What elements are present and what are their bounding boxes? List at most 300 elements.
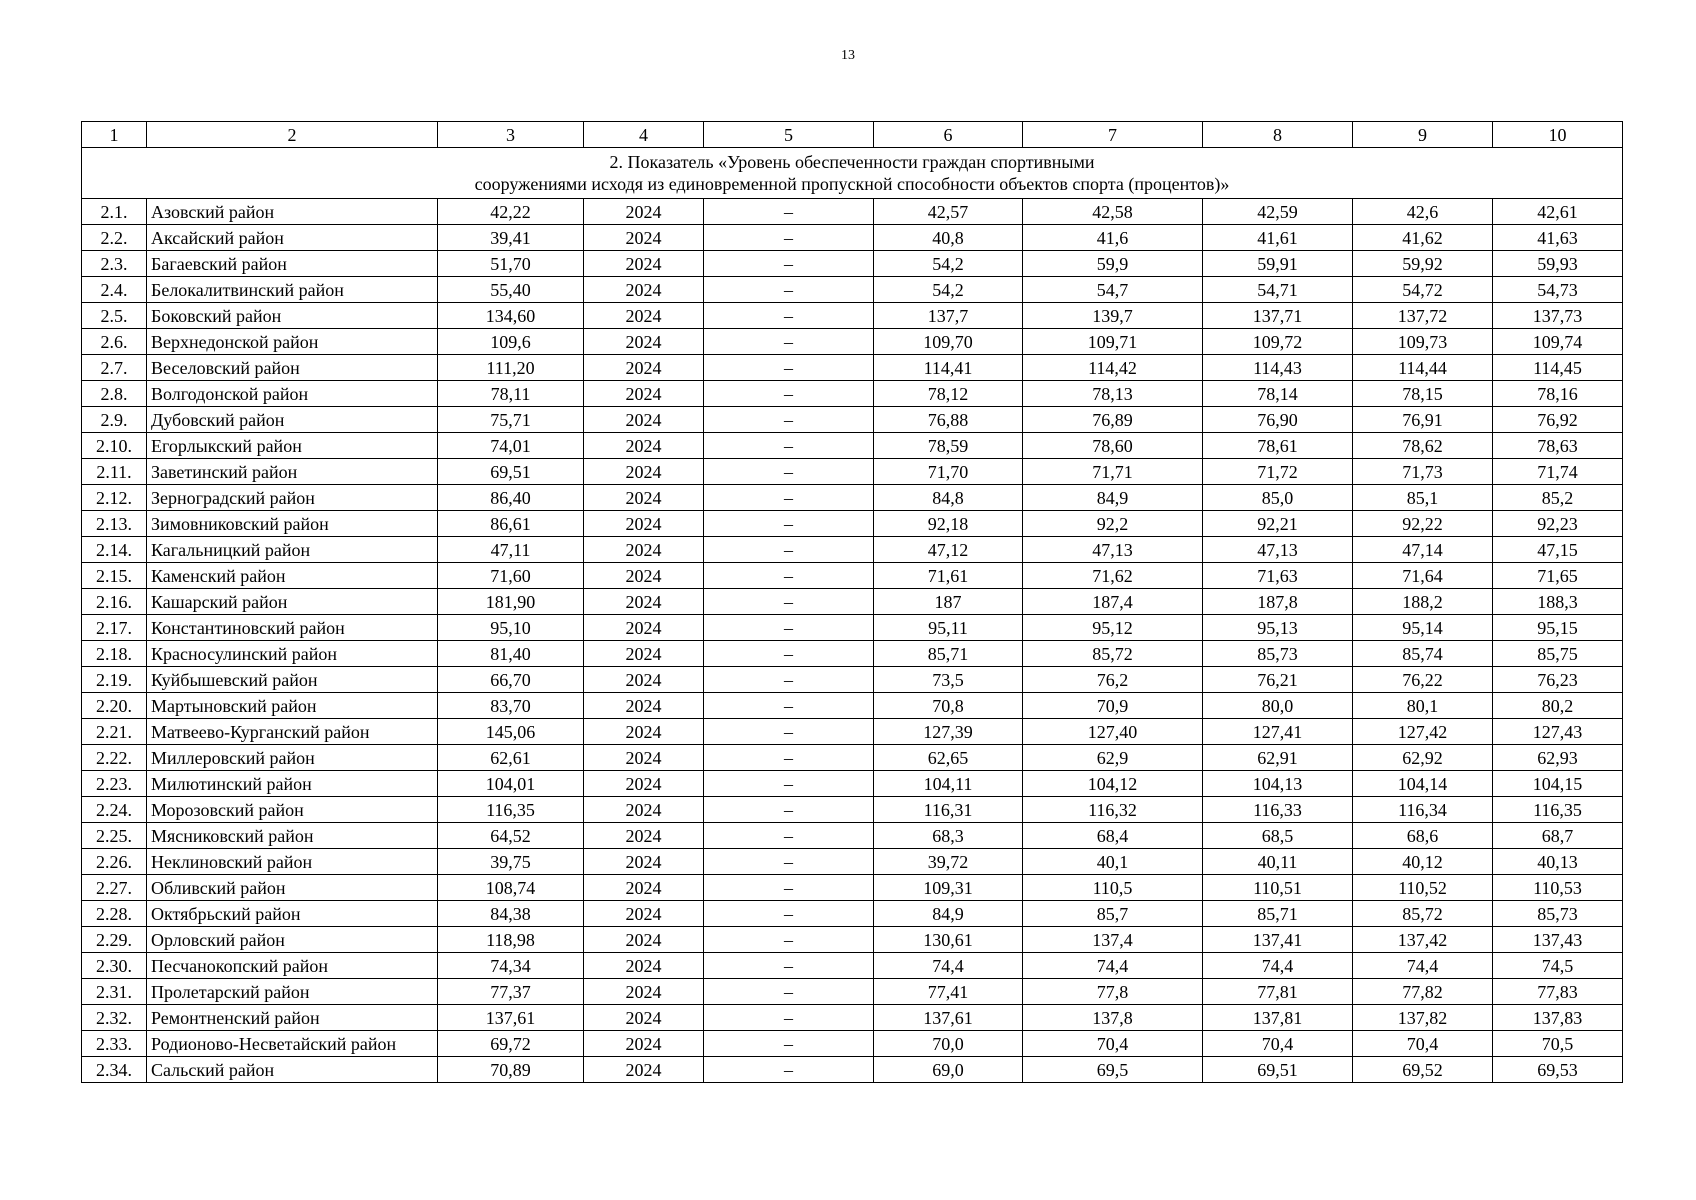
column-9-value: 70,4 xyxy=(1353,1031,1493,1057)
column-9-value: 77,82 xyxy=(1353,979,1493,1005)
column-6-value: 54,2 xyxy=(874,251,1023,277)
column-5-value: – xyxy=(704,823,874,849)
table-row xyxy=(82,953,1623,979)
column-10-value: 137,73 xyxy=(1493,303,1623,329)
district-name: Каменский район xyxy=(147,563,438,589)
base-value: 134,60 xyxy=(438,303,584,329)
column-6-value: 73,5 xyxy=(874,667,1023,693)
column-9-value: 116,34 xyxy=(1353,797,1493,823)
column-6-value: 69,0 xyxy=(874,1057,1023,1083)
column-10-value: 95,15 xyxy=(1493,615,1623,641)
base-year: 2024 xyxy=(584,797,704,823)
district-name: Белокалитвинский район xyxy=(147,277,438,303)
column-5-value: – xyxy=(704,953,874,979)
base-year: 2024 xyxy=(584,667,704,693)
column-6-value: 92,18 xyxy=(874,511,1023,537)
column-8-value: 109,72 xyxy=(1203,329,1353,355)
column-5-value: – xyxy=(704,771,874,797)
column-10-value: 85,2 xyxy=(1493,485,1623,511)
column-6-value: 62,65 xyxy=(874,745,1023,771)
column-10-value: 69,53 xyxy=(1493,1057,1623,1083)
column-9-value: 110,52 xyxy=(1353,875,1493,901)
row-number: 2.14. xyxy=(82,537,147,563)
column-8-value: 85,0 xyxy=(1203,485,1353,511)
base-year: 2024 xyxy=(584,823,704,849)
column-8-value: 187,8 xyxy=(1203,589,1353,615)
column-9-value: 71,73 xyxy=(1353,459,1493,485)
table-row xyxy=(82,797,1623,823)
column-7-value: 47,13 xyxy=(1023,537,1203,563)
row-number: 2.4. xyxy=(82,277,147,303)
row-number: 2.13. xyxy=(82,511,147,537)
base-value: 116,35 xyxy=(438,797,584,823)
column-8-value: 85,71 xyxy=(1203,901,1353,927)
column-9-value: 127,42 xyxy=(1353,719,1493,745)
column-9-value: 92,22 xyxy=(1353,511,1493,537)
column-7-value: 92,2 xyxy=(1023,511,1203,537)
row-number: 2.5. xyxy=(82,303,147,329)
column-9-value: 104,14 xyxy=(1353,771,1493,797)
column-8-value: 54,71 xyxy=(1203,277,1353,303)
row-number: 2.8. xyxy=(82,381,147,407)
column-5-value: – xyxy=(704,459,874,485)
column-10-value: 68,7 xyxy=(1493,823,1623,849)
base-year: 2024 xyxy=(584,433,704,459)
column-7-value: 109,71 xyxy=(1023,329,1203,355)
table-row xyxy=(82,927,1623,953)
column-7-value: 84,9 xyxy=(1023,485,1203,511)
base-value: 71,60 xyxy=(438,563,584,589)
column-9-value: 85,74 xyxy=(1353,641,1493,667)
base-year: 2024 xyxy=(584,589,704,615)
column-5-value: – xyxy=(704,693,874,719)
column-6-value: 109,70 xyxy=(874,329,1023,355)
column-8-value: 137,71 xyxy=(1203,303,1353,329)
base-value: 39,41 xyxy=(438,225,584,251)
district-name: Багаевский район xyxy=(147,251,438,277)
district-name: Пролетарский район xyxy=(147,979,438,1005)
column-9-value: 74,4 xyxy=(1353,953,1493,979)
row-number: 2.33. xyxy=(82,1031,147,1057)
row-number: 2.18. xyxy=(82,641,147,667)
column-5-value: – xyxy=(704,797,874,823)
base-value: 69,51 xyxy=(438,459,584,485)
column-7-value: 69,5 xyxy=(1023,1057,1203,1083)
column-6-value: 84,9 xyxy=(874,901,1023,927)
column-5-value: – xyxy=(704,485,874,511)
row-number: 2.32. xyxy=(82,1005,147,1031)
column-5-value: – xyxy=(704,433,874,459)
column-7-value: 41,6 xyxy=(1023,225,1203,251)
row-number: 2.30. xyxy=(82,953,147,979)
column-7-value: 68,4 xyxy=(1023,823,1203,849)
column-7-value: 42,58 xyxy=(1023,199,1203,225)
column-8-value: 41,61 xyxy=(1203,225,1353,251)
column-10-value: 78,16 xyxy=(1493,381,1623,407)
row-number: 2.7. xyxy=(82,355,147,381)
column-number: 1 xyxy=(82,122,147,148)
indicator-table xyxy=(81,121,1623,1083)
table-row xyxy=(82,875,1623,901)
base-year: 2024 xyxy=(584,875,704,901)
column-9-value: 76,91 xyxy=(1353,407,1493,433)
column-7-value: 70,4 xyxy=(1023,1031,1203,1057)
table-row xyxy=(82,329,1623,355)
column-8-value: 59,91 xyxy=(1203,251,1353,277)
row-number: 2.28. xyxy=(82,901,147,927)
column-7-value: 77,8 xyxy=(1023,979,1203,1005)
column-5-value: – xyxy=(704,225,874,251)
column-10-value: 110,53 xyxy=(1493,875,1623,901)
column-10-value: 62,93 xyxy=(1493,745,1623,771)
column-6-value: 137,7 xyxy=(874,303,1023,329)
base-year: 2024 xyxy=(584,927,704,953)
row-number: 2.22. xyxy=(82,745,147,771)
row-number: 2.11. xyxy=(82,459,147,485)
row-number: 2.1. xyxy=(82,199,147,225)
column-6-value: 78,59 xyxy=(874,433,1023,459)
column-number: 5 xyxy=(704,122,874,148)
table-row xyxy=(82,303,1623,329)
column-8-value: 77,81 xyxy=(1203,979,1353,1005)
table-row xyxy=(82,563,1623,589)
row-number: 2.9. xyxy=(82,407,147,433)
column-number: 3 xyxy=(438,122,584,148)
base-year: 2024 xyxy=(584,381,704,407)
table-row xyxy=(82,407,1623,433)
column-6-value: 84,8 xyxy=(874,485,1023,511)
column-9-value: 59,92 xyxy=(1353,251,1493,277)
table-row xyxy=(82,225,1623,251)
base-year: 2024 xyxy=(584,225,704,251)
column-10-value: 104,15 xyxy=(1493,771,1623,797)
base-year: 2024 xyxy=(584,1057,704,1083)
district-name: Верхнедонской район xyxy=(147,329,438,355)
column-10-value: 47,15 xyxy=(1493,537,1623,563)
base-value: 42,22 xyxy=(438,199,584,225)
column-10-value: 80,2 xyxy=(1493,693,1623,719)
column-8-value: 137,41 xyxy=(1203,927,1353,953)
base-value: 181,90 xyxy=(438,589,584,615)
column-5-value: – xyxy=(704,1031,874,1057)
table-row xyxy=(82,433,1623,459)
column-8-value: 74,4 xyxy=(1203,953,1353,979)
column-7-value: 127,40 xyxy=(1023,719,1203,745)
row-number: 2.2. xyxy=(82,225,147,251)
column-9-value: 71,64 xyxy=(1353,563,1493,589)
column-10-value: 116,35 xyxy=(1493,797,1623,823)
row-number: 2.23. xyxy=(82,771,147,797)
row-number: 2.25. xyxy=(82,823,147,849)
column-10-value: 71,65 xyxy=(1493,563,1623,589)
base-value: 62,61 xyxy=(438,745,584,771)
column-8-value: 62,91 xyxy=(1203,745,1353,771)
column-10-value: 42,61 xyxy=(1493,199,1623,225)
base-year: 2024 xyxy=(584,199,704,225)
base-value: 104,01 xyxy=(438,771,584,797)
table-row xyxy=(82,823,1623,849)
column-10-value: 54,73 xyxy=(1493,277,1623,303)
column-7-value: 78,60 xyxy=(1023,433,1203,459)
column-8-value: 71,72 xyxy=(1203,459,1353,485)
base-value: 70,89 xyxy=(438,1057,584,1083)
base-year: 2024 xyxy=(584,355,704,381)
base-value: 75,71 xyxy=(438,407,584,433)
district-name: Песчанокопский район xyxy=(147,953,438,979)
row-number: 2.6. xyxy=(82,329,147,355)
column-5-value: – xyxy=(704,589,874,615)
base-year: 2024 xyxy=(584,849,704,875)
column-9-value: 95,14 xyxy=(1353,615,1493,641)
column-8-value: 71,63 xyxy=(1203,563,1353,589)
base-value: 55,40 xyxy=(438,277,584,303)
column-7-value: 110,5 xyxy=(1023,875,1203,901)
base-year: 2024 xyxy=(584,251,704,277)
base-value: 78,11 xyxy=(438,381,584,407)
column-5-value: – xyxy=(704,927,874,953)
column-5-value: – xyxy=(704,1057,874,1083)
column-7-value: 54,7 xyxy=(1023,277,1203,303)
column-7-value: 40,1 xyxy=(1023,849,1203,875)
column-8-value: 92,21 xyxy=(1203,511,1353,537)
table-row xyxy=(82,1005,1623,1031)
column-6-value: 40,8 xyxy=(874,225,1023,251)
row-number: 2.16. xyxy=(82,589,147,615)
column-10-value: 59,93 xyxy=(1493,251,1623,277)
base-year: 2024 xyxy=(584,693,704,719)
column-9-value: 137,42 xyxy=(1353,927,1493,953)
column-7-value: 74,4 xyxy=(1023,953,1203,979)
district-name: Дубовский район xyxy=(147,407,438,433)
district-name: Красносулинский район xyxy=(147,641,438,667)
column-6-value: 130,61 xyxy=(874,927,1023,953)
base-value: 108,74 xyxy=(438,875,584,901)
column-10-value: 109,74 xyxy=(1493,329,1623,355)
district-name: Веселовский район xyxy=(147,355,438,381)
column-6-value: 76,88 xyxy=(874,407,1023,433)
column-9-value: 137,72 xyxy=(1353,303,1493,329)
base-value: 84,38 xyxy=(438,901,584,927)
column-7-value: 62,9 xyxy=(1023,745,1203,771)
district-name: Мясниковский район xyxy=(147,823,438,849)
base-value: 77,37 xyxy=(438,979,584,1005)
table-body xyxy=(82,122,1623,1083)
table-row xyxy=(82,589,1623,615)
district-name: Кагальницкий район xyxy=(147,537,438,563)
base-value: 118,98 xyxy=(438,927,584,953)
base-value: 47,11 xyxy=(438,537,584,563)
base-year: 2024 xyxy=(584,615,704,641)
column-10-value: 78,63 xyxy=(1493,433,1623,459)
table-row xyxy=(82,667,1623,693)
column-8-value: 95,13 xyxy=(1203,615,1353,641)
column-9-value: 188,2 xyxy=(1353,589,1493,615)
column-10-value: 76,92 xyxy=(1493,407,1623,433)
column-5-value: – xyxy=(704,615,874,641)
column-9-value: 109,73 xyxy=(1353,329,1493,355)
column-5-value: – xyxy=(704,641,874,667)
base-value: 74,34 xyxy=(438,953,584,979)
section-heading xyxy=(82,148,1623,199)
table-row xyxy=(82,615,1623,641)
base-value: 145,06 xyxy=(438,719,584,745)
district-name: Волгодонской район xyxy=(147,381,438,407)
column-6-value: 104,11 xyxy=(874,771,1023,797)
column-5-value: – xyxy=(704,901,874,927)
column-5-value: – xyxy=(704,537,874,563)
column-5-value: – xyxy=(704,875,874,901)
column-9-value: 42,6 xyxy=(1353,199,1493,225)
base-year: 2024 xyxy=(584,745,704,771)
column-7-value: 70,9 xyxy=(1023,693,1203,719)
base-value: 137,61 xyxy=(438,1005,584,1031)
column-8-value: 42,59 xyxy=(1203,199,1353,225)
column-9-value: 80,1 xyxy=(1353,693,1493,719)
column-7-value: 59,9 xyxy=(1023,251,1203,277)
column-number: 10 xyxy=(1493,122,1623,148)
table-row xyxy=(82,979,1623,1005)
column-9-value: 62,92 xyxy=(1353,745,1493,771)
district-name: Заветинский район xyxy=(147,459,438,485)
column-number: 7 xyxy=(1023,122,1203,148)
district-name: Зимовниковский район xyxy=(147,511,438,537)
row-number: 2.20. xyxy=(82,693,147,719)
column-10-value: 85,75 xyxy=(1493,641,1623,667)
table-row xyxy=(82,1057,1623,1083)
district-name: Мартыновский район xyxy=(147,693,438,719)
column-9-value: 41,62 xyxy=(1353,225,1493,251)
base-year: 2024 xyxy=(584,459,704,485)
district-name: Зерноградский район xyxy=(147,485,438,511)
column-5-value: – xyxy=(704,329,874,355)
column-10-value: 137,43 xyxy=(1493,927,1623,953)
table-row xyxy=(82,771,1623,797)
column-9-value: 54,72 xyxy=(1353,277,1493,303)
row-number: 2.3. xyxy=(82,251,147,277)
district-name: Ремонтненский район xyxy=(147,1005,438,1031)
column-10-value: 137,83 xyxy=(1493,1005,1623,1031)
column-5-value: – xyxy=(704,407,874,433)
column-6-value: 77,41 xyxy=(874,979,1023,1005)
column-8-value: 127,41 xyxy=(1203,719,1353,745)
base-year: 2024 xyxy=(584,407,704,433)
row-number: 2.27. xyxy=(82,875,147,901)
district-name: Октябрьский район xyxy=(147,901,438,927)
base-value: 64,52 xyxy=(438,823,584,849)
table-row xyxy=(82,251,1623,277)
base-year: 2024 xyxy=(584,979,704,1005)
column-9-value: 47,14 xyxy=(1353,537,1493,563)
base-year: 2024 xyxy=(584,771,704,797)
column-9-value: 78,62 xyxy=(1353,433,1493,459)
column-7-value: 95,12 xyxy=(1023,615,1203,641)
base-value: 109,6 xyxy=(438,329,584,355)
column-7-value: 104,12 xyxy=(1023,771,1203,797)
column-5-value: – xyxy=(704,303,874,329)
base-year: 2024 xyxy=(584,1031,704,1057)
base-year: 2024 xyxy=(584,329,704,355)
column-6-value: 116,31 xyxy=(874,797,1023,823)
district-name: Обливский район xyxy=(147,875,438,901)
column-5-value: – xyxy=(704,381,874,407)
column-number: 8 xyxy=(1203,122,1353,148)
column-6-value: 74,4 xyxy=(874,953,1023,979)
district-name: Матвеево-Курганский район xyxy=(147,719,438,745)
column-5-value: – xyxy=(704,355,874,381)
base-value: 86,40 xyxy=(438,485,584,511)
district-name: Миллеровский район xyxy=(147,745,438,771)
base-value: 39,75 xyxy=(438,849,584,875)
column-8-value: 137,81 xyxy=(1203,1005,1353,1031)
base-year: 2024 xyxy=(584,563,704,589)
column-6-value: 109,31 xyxy=(874,875,1023,901)
base-year: 2024 xyxy=(584,537,704,563)
base-year: 2024 xyxy=(584,719,704,745)
page-number: 13 xyxy=(841,48,855,63)
column-9-value: 85,72 xyxy=(1353,901,1493,927)
row-number: 2.12. xyxy=(82,485,147,511)
column-10-value: 41,63 xyxy=(1493,225,1623,251)
column-9-value: 78,15 xyxy=(1353,381,1493,407)
district-name: Куйбышевский район xyxy=(147,667,438,693)
column-5-value: – xyxy=(704,1005,874,1031)
column-6-value: 71,61 xyxy=(874,563,1023,589)
column-5-value: – xyxy=(704,199,874,225)
district-name: Орловский район xyxy=(147,927,438,953)
column-9-value: 40,12 xyxy=(1353,849,1493,875)
column-8-value: 47,13 xyxy=(1203,537,1353,563)
column-8-value: 78,61 xyxy=(1203,433,1353,459)
column-5-value: – xyxy=(704,511,874,537)
column-6-value: 39,72 xyxy=(874,849,1023,875)
table-row xyxy=(82,693,1623,719)
base-year: 2024 xyxy=(584,1005,704,1031)
column-6-value: 85,71 xyxy=(874,641,1023,667)
base-value: 51,70 xyxy=(438,251,584,277)
column-7-value: 137,4 xyxy=(1023,927,1203,953)
column-5-value: – xyxy=(704,251,874,277)
column-6-value: 95,11 xyxy=(874,615,1023,641)
base-value: 83,70 xyxy=(438,693,584,719)
column-7-value: 139,7 xyxy=(1023,303,1203,329)
column-number-row xyxy=(82,122,1623,148)
column-7-value: 187,4 xyxy=(1023,589,1203,615)
column-6-value: 42,57 xyxy=(874,199,1023,225)
column-10-value: 77,83 xyxy=(1493,979,1623,1005)
column-10-value: 40,13 xyxy=(1493,849,1623,875)
row-number: 2.15. xyxy=(82,563,147,589)
column-9-value: 76,22 xyxy=(1353,667,1493,693)
column-5-value: – xyxy=(704,979,874,1005)
column-9-value: 114,44 xyxy=(1353,355,1493,381)
row-number: 2.26. xyxy=(82,849,147,875)
column-10-value: 70,5 xyxy=(1493,1031,1623,1057)
column-number: 4 xyxy=(584,122,704,148)
row-number: 2.21. xyxy=(82,719,147,745)
column-8-value: 114,43 xyxy=(1203,355,1353,381)
column-6-value: 70,0 xyxy=(874,1031,1023,1057)
column-8-value: 110,51 xyxy=(1203,875,1353,901)
column-5-value: – xyxy=(704,563,874,589)
column-10-value: 92,23 xyxy=(1493,511,1623,537)
column-6-value: 70,8 xyxy=(874,693,1023,719)
row-number: 2.10. xyxy=(82,433,147,459)
column-6-value: 47,12 xyxy=(874,537,1023,563)
base-year: 2024 xyxy=(584,953,704,979)
column-7-value: 85,72 xyxy=(1023,641,1203,667)
section-heading-line: 2. Показатель «Уровень обеспеченности граждан спортивными xyxy=(609,152,1095,172)
column-8-value: 70,4 xyxy=(1203,1031,1353,1057)
